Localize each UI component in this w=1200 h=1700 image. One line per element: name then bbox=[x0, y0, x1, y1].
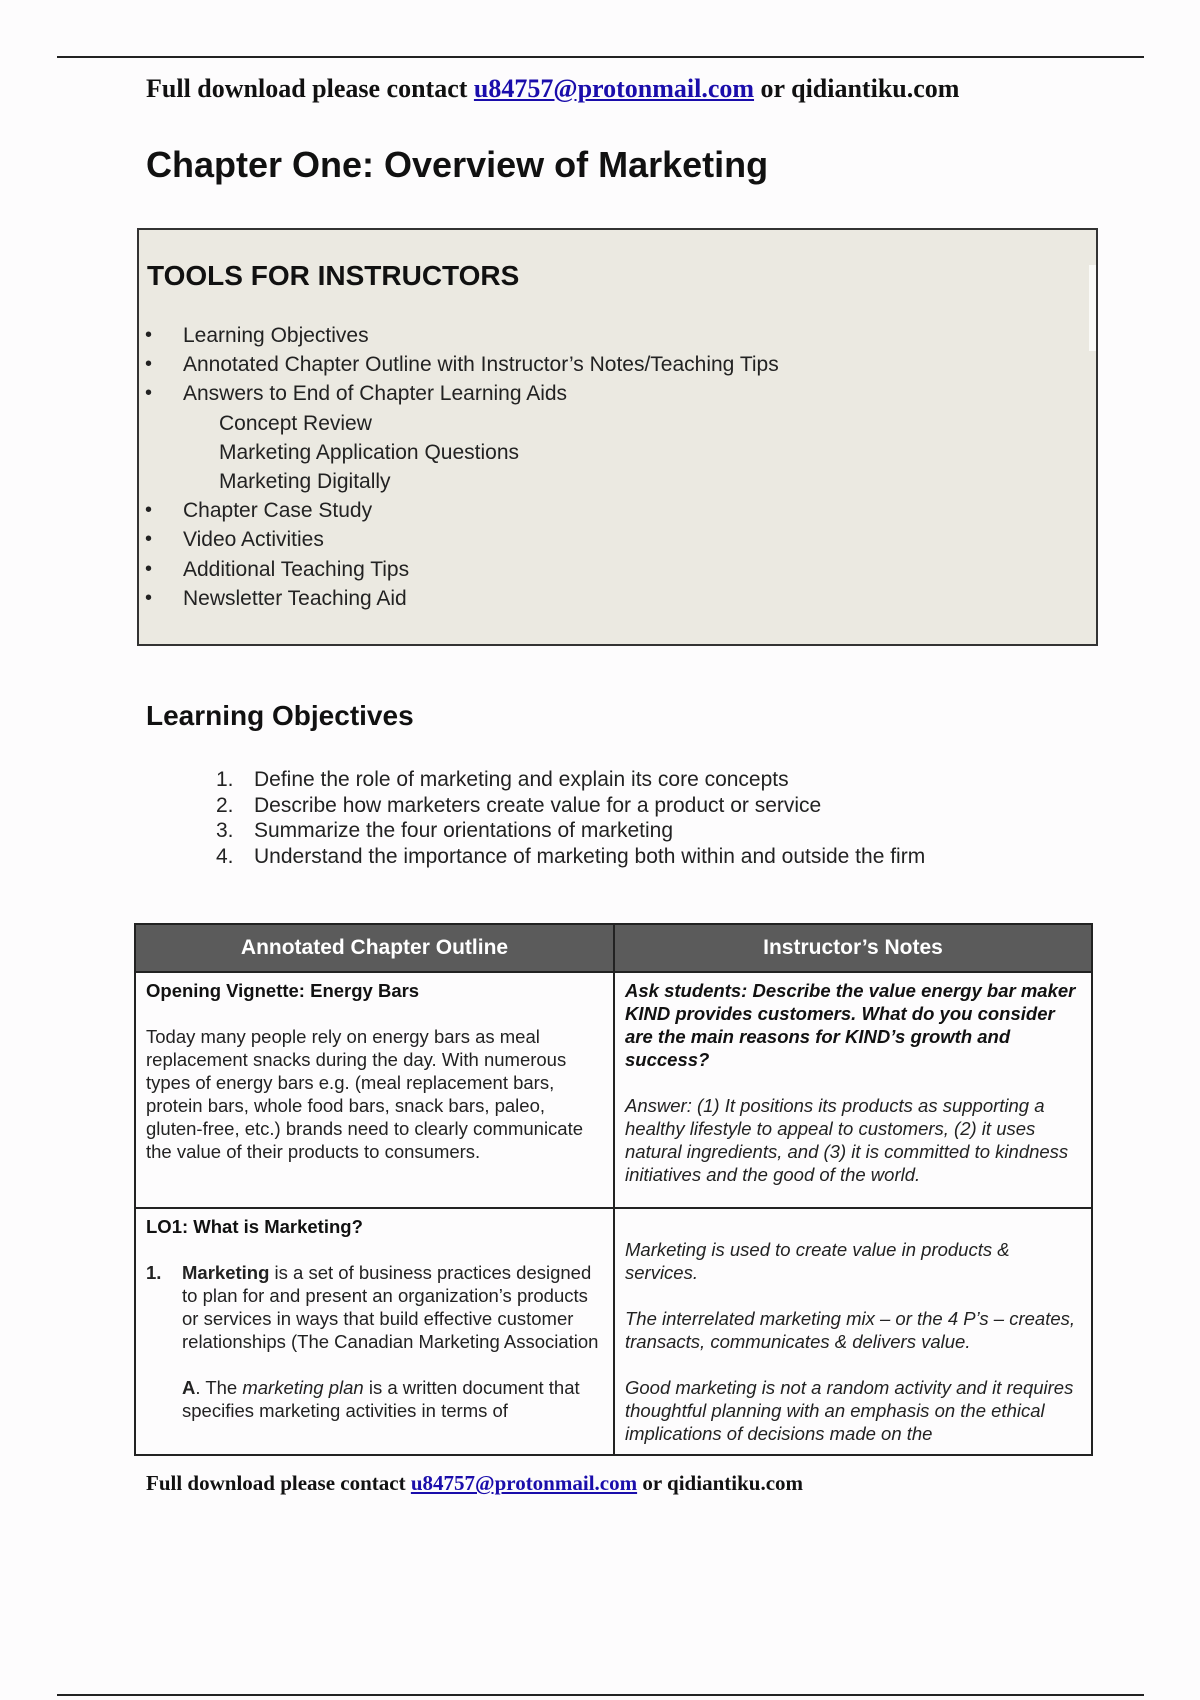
objective-number: 2. bbox=[216, 793, 234, 817]
contact-or: or bbox=[642, 1471, 662, 1495]
subitem-connector: . The bbox=[195, 1377, 243, 1398]
bottom-rule bbox=[57, 1694, 1144, 1696]
objective-number: 4. bbox=[216, 844, 234, 868]
discussion-answer: Answer: (1) It positions its products as supporting a healthy lifestyle to appeal to customers, (2) it uses natural ingredients, and (3) it is committed to kindness initiatives and the good of the world. bbox=[625, 1095, 1069, 1185]
chapter-title: Chapter One: Overview of Marketing bbox=[146, 144, 769, 185]
box-highlight bbox=[1089, 265, 1096, 351]
contact-banner-top bbox=[146, 74, 959, 104]
outline-item bbox=[146, 1261, 603, 1353]
objective-number: 1. bbox=[216, 768, 234, 791]
chapter-outline-table bbox=[134, 923, 1093, 1456]
tools-item: • Learning Objectives bbox=[139, 321, 779, 350]
tools-item: • Video Activities bbox=[139, 525, 779, 554]
column-header-outline: Annotated Chapter Outline bbox=[135, 924, 614, 972]
contact-prefix: Full download please contact bbox=[146, 74, 468, 103]
objective-text: Understand the importance of marketing both within and outside the firm bbox=[254, 844, 926, 868]
tools-heading: TOOLS FOR INSTRUCTORS bbox=[147, 260, 520, 291]
instructor-note: The interrelated marketing mix – or the 4 P’s – creates, transacts, communicates & delivers value. bbox=[625, 1308, 1076, 1352]
objective-item bbox=[216, 793, 925, 819]
objective-text: Summarize the four orientations of marketing bbox=[254, 819, 674, 842]
objective-item bbox=[216, 767, 925, 793]
contact-site: qidiantiku.com bbox=[667, 1471, 804, 1495]
table-row bbox=[135, 1208, 1092, 1455]
objective-text: Define the role of marketing and explain its core concepts bbox=[254, 768, 789, 791]
outline-definition: is a set of business practices designed to plan for and present an organization’s products or services in ways that build effective customer relationships (The Canadian Marketing Association bbox=[182, 1262, 599, 1352]
instructor-note: Good marketing is not a random activity and it requires thoughtful planning with an emphasis on the ethical implications of decisions made on the bbox=[625, 1377, 1074, 1444]
subitem-text: is a written document that specifies marketing activities in terms of bbox=[182, 1377, 580, 1421]
outline-cell bbox=[135, 972, 614, 1208]
tools-item: • Annotated Chapter Outline with Instructor’s Notes/Teaching Tips bbox=[139, 350, 779, 379]
contact-email-link[interactable]: u84757@protonmail.com bbox=[410, 1471, 638, 1495]
contact-prefix: Full download please contact bbox=[146, 1471, 406, 1495]
instructor-note: Marketing is used to create value in products & services. bbox=[625, 1239, 1010, 1283]
tools-for-instructors-box bbox=[137, 228, 1098, 646]
notes-cell bbox=[614, 1208, 1092, 1455]
learning-objectives-heading: Learning Objectives bbox=[146, 700, 414, 731]
outline-subitem bbox=[146, 1376, 603, 1422]
contact-email-link[interactable]: u84757@protonmail.com bbox=[473, 74, 755, 103]
tools-item: • Additional Teaching Tips bbox=[139, 555, 779, 584]
discussion-question: Ask students: Describe the value energy bar maker KIND provides customers. What do you consider are the main reasons for KIND’s growth and success? bbox=[625, 980, 1076, 1070]
row-body: Today many people rely on energy bars as meal replacement snacks during the day. With numerous types of energy bars e.g. (meal replacement bars, protein bars, whole food bars, snack bars, paleo, gluten-free, etc.) brands need to clearly communicate the value of their products to consumers. bbox=[146, 1026, 584, 1162]
objective-number: 3. bbox=[216, 819, 234, 842]
tools-subitem: Concept Review bbox=[219, 411, 372, 435]
contact-or: or bbox=[760, 74, 785, 103]
tools-list bbox=[139, 321, 779, 613]
tools-item: • Chapter Case Study bbox=[139, 496, 779, 525]
table-header-row bbox=[135, 924, 1092, 972]
row-title: LO1: What is Marketing? bbox=[146, 1216, 363, 1237]
outline-term: Marketing bbox=[182, 1262, 270, 1283]
tools-subitem: Marketing Digitally bbox=[219, 469, 391, 493]
column-header-notes: Instructor’s Notes bbox=[614, 924, 1092, 972]
outline-cell bbox=[135, 1208, 614, 1455]
tools-item: • Newsletter Teaching Aid bbox=[139, 584, 779, 613]
objective-item bbox=[216, 844, 925, 870]
subitem-label: A bbox=[182, 1377, 196, 1398]
learning-objectives-list bbox=[216, 767, 925, 869]
top-rule bbox=[57, 56, 1144, 58]
contact-site: qidiantiku.com bbox=[791, 74, 960, 103]
objective-item bbox=[216, 818, 925, 844]
row-title: Opening Vignette: Energy Bars bbox=[146, 980, 420, 1001]
outline-item-number: 1. bbox=[146, 1262, 162, 1283]
tools-item: • Answers to End of Chapter Learning Aids bbox=[139, 379, 779, 408]
tools-subitem: Marketing Application Questions bbox=[219, 440, 519, 464]
objective-text: Describe how marketers create value for a product or service bbox=[254, 793, 822, 817]
notes-cell bbox=[614, 972, 1092, 1208]
subitem-term: marketing plan bbox=[242, 1377, 364, 1398]
table-row bbox=[135, 972, 1092, 1208]
contact-banner-bottom bbox=[146, 1471, 803, 1496]
